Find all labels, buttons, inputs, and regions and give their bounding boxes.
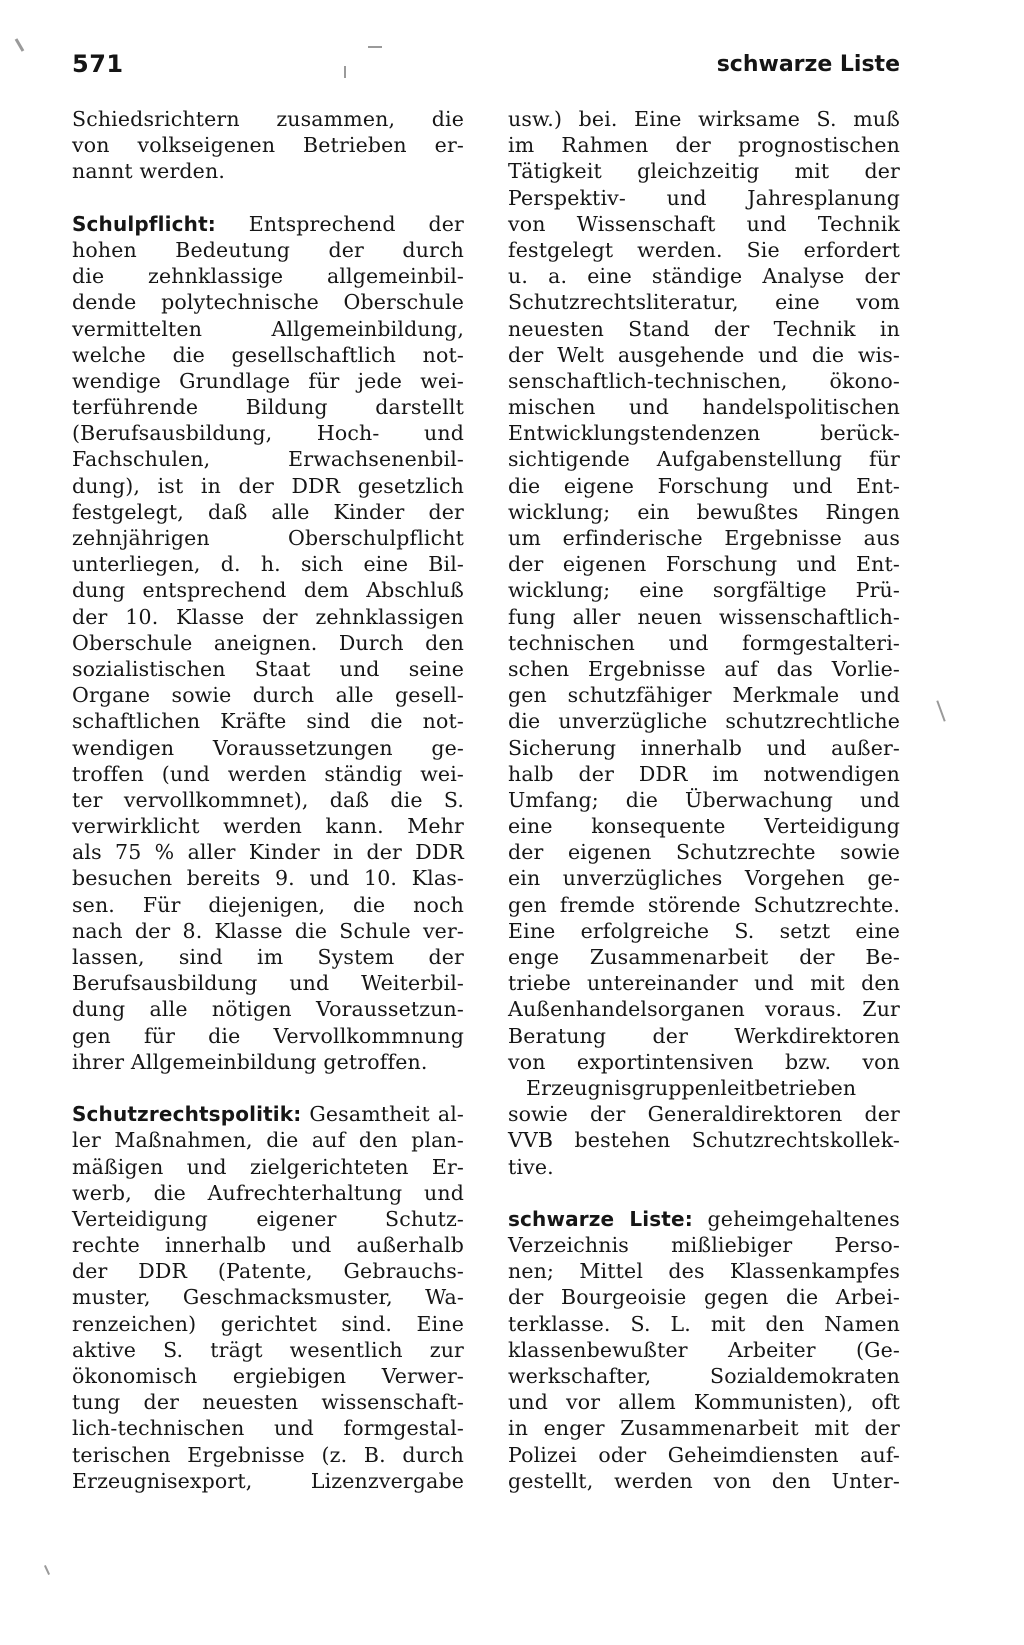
text-line: mäßigen und zielgerichteten Er- — [72, 1154, 464, 1179]
text-line: sichtigende Aufgabenstellung für — [508, 447, 900, 472]
text-line: troffen (und werden ständig wei- — [72, 761, 464, 786]
left-column — [72, 106, 464, 1494]
running-head: schwarze Liste — [716, 52, 900, 77]
text-line: Beratung der Werkdirektoren — [508, 1023, 900, 1048]
text-line: wendigen Voraussetzungen ge- — [72, 735, 464, 760]
text-line: ihrer Allgemeinbildung getroffen. — [72, 1049, 428, 1074]
entry-term-schutzrechtspolitik: Schutzrechtspolitik: — [72, 1102, 302, 1127]
text-line: mischen und handelspolitischen — [508, 395, 900, 420]
text-line: um erfinderische Ergebnisse aus — [508, 526, 900, 550]
text-line: unterliegen, d. h. sich eine Bil- — [72, 552, 464, 577]
text-line: neuesten Stand der Technik in — [508, 316, 900, 341]
text-line: hohen Bedeutung der durch — [72, 237, 464, 262]
text-line: sowie der Generaldirektoren der — [508, 1102, 900, 1127]
text-line: dende polytechnische Oberschule — [72, 290, 464, 315]
text-line: renzeichen) gerichtet sind. Eine — [72, 1311, 464, 1336]
text-line: schaftlichen Kräfte sind die not- — [72, 709, 464, 734]
text-line: nannt werden. — [72, 159, 225, 184]
text-line: Verzeichnis mißliebiger Perso- — [508, 1233, 900, 1258]
text-line: dung alle nötigen Voraussetzun- — [72, 997, 464, 1022]
text-line: Perspektiv- und Jahresplanung — [508, 185, 900, 210]
text-line: zehnjährigen Oberschulpflicht — [72, 526, 464, 550]
text-line: als 75 % aller Kinder in der DDR — [72, 840, 464, 865]
text-line: schen Ergebnisse auf das Vorlie- — [508, 656, 900, 681]
text-line: Schutzrechtsliteratur, eine vom — [508, 290, 900, 315]
text-line: ein unverzügliches Vorgehen ge- — [508, 866, 900, 891]
text-line: Organe sowie durch alle gesell- — [72, 683, 464, 708]
text-line: tive. — [508, 1154, 554, 1179]
text-line: terführende Bildung darstellt — [72, 395, 464, 420]
entry-term-schulpflicht: Schulpflicht: — [72, 211, 216, 236]
text-line: die eigene Forschung und Ent- — [508, 473, 900, 498]
text-line: enge Zusammenarbeit der Be- — [508, 945, 900, 969]
text-line: der 10. Klasse der zehnklassigen — [72, 604, 464, 629]
text-line: terischen Ergebnisse (z. B. durch — [72, 1442, 464, 1467]
entry-heading-line — [72, 1101, 464, 1127]
text-line: terklasse. S. L. mit den Namen — [508, 1311, 900, 1336]
scan-speck — [936, 700, 945, 721]
text-line: Berufsausbildung und Weiterbil- — [72, 971, 464, 996]
text-line: Entwicklungstendenzen berück- — [508, 421, 900, 446]
text-line: Erzeugnisexport, Lizenzvergabe — [72, 1468, 464, 1493]
text-line: tung der neuesten wissenschaft- — [72, 1390, 464, 1415]
text-line: eine konsequente Verteidigung — [508, 814, 900, 839]
right-column — [508, 106, 900, 1494]
text-line: werb, die Aufrechterhaltung und — [72, 1180, 464, 1205]
text-line: gen schutzfähiger Merkmale und — [508, 683, 900, 708]
scan-speck — [368, 46, 382, 48]
text-line: usw.) bei. Eine wirksame S. muß — [508, 107, 900, 131]
text-line: der Welt ausgehende und die wis- — [508, 342, 900, 367]
text-line: der Bourgeoisie gegen die Arbei- — [508, 1285, 900, 1310]
text-fragment: geheimgehaltenes — [692, 1206, 900, 1231]
text-line: rechte innerhalb und außerhalb — [72, 1233, 464, 1258]
text-line: lich-technischen und formgestal- — [72, 1416, 464, 1441]
scan-speck — [344, 66, 346, 78]
text-line: der eigenen Schutzrechte sowie — [508, 840, 900, 865]
text-fragment: Entsprechend der — [215, 211, 464, 236]
text-line: halb der DDR im notwendigen — [508, 761, 900, 786]
text-line: u. a. eine ständige Analyse der — [508, 264, 900, 289]
text-line: dung), ist in der DDR gesetzlich — [72, 473, 464, 498]
text-line: aktive S. trägt wesentlich zur — [72, 1337, 464, 1362]
text-line: (Berufsausbildung, Hoch- und — [72, 421, 464, 446]
text-line: von Wissenschaft und Technik — [508, 211, 900, 236]
text-line: ler Maßnahmen, die auf den plan- — [72, 1128, 464, 1153]
text-line: vermittelten Allgemeinbildung, — [72, 316, 464, 341]
text-line: die unverzügliche schutzrechtliche — [508, 709, 900, 734]
text-line: Erzeugnisgruppenleitbetrieben — [526, 1075, 857, 1100]
scan-speck — [44, 1565, 50, 1575]
text-line: und vor allem Kommunisten), oft — [508, 1390, 900, 1415]
text-line: ökonomisch ergiebigen Verwer- — [72, 1364, 464, 1388]
scan-speck — [15, 38, 25, 52]
entry-heading-line — [72, 211, 464, 237]
text-fragment: Gesamtheit al- — [301, 1102, 464, 1127]
text-line: die zehnklassige allgemeinbil- — [72, 264, 464, 289]
text-line: werkschafter, Sozialdemokraten — [508, 1364, 900, 1388]
text-line: Verteidigung eigener Schutz- — [72, 1206, 464, 1231]
text-line: im Rahmen der prognostischen — [508, 133, 900, 158]
text-line: welche die gesellschaftlich not- — [72, 342, 464, 367]
text-line: von volkseigenen Betrieben er- — [72, 133, 464, 158]
text-line: wendige Grundlage für jede wei- — [72, 368, 464, 393]
text-line: klassenbewußter Arbeiter (Ge- — [508, 1337, 900, 1362]
text-line: der eigenen Forschung und Ent- — [508, 552, 900, 577]
entry-term-schwarze-liste: schwarze Liste: — [508, 1206, 693, 1231]
text-line: VVB bestehen Schutzrechtskollek- — [508, 1128, 900, 1153]
text-line: triebe untereinander und mit den — [508, 971, 900, 996]
text-line: Eine erfolgreiche S. setzt eine — [508, 918, 900, 943]
text-line: gen für die Vervollkommnung — [72, 1023, 464, 1048]
text-line: sen. Für diejenigen, die noch — [72, 892, 464, 917]
text-line: technischen und formgestalteri- — [508, 630, 900, 655]
text-line: Oberschule aneignen. Durch den — [72, 630, 464, 655]
text-line: der DDR (Patente, Gebrauchs- — [72, 1259, 464, 1284]
text-line: in enger Zusammenarbeit mit der — [508, 1416, 900, 1441]
text-line: lassen, sind im System der — [72, 945, 464, 969]
text-line: festgelegt, daß alle Kinder der — [72, 499, 464, 524]
text-line: gestellt, werden von den Unter- — [508, 1468, 900, 1493]
text-line: von exportintensiven bzw. von — [508, 1049, 900, 1074]
text-line: sozialistischen Staat und seine — [72, 656, 464, 681]
text-line: Polizei oder Geheimdiensten auf- — [508, 1442, 900, 1467]
text-line: muster, Geschmacksmuster, Wa- — [72, 1285, 464, 1310]
page-number: 571 — [72, 50, 124, 78]
text-line: Außenhandelsorganen voraus. Zur — [508, 997, 900, 1022]
text-line: dung entsprechend dem Abschluß — [72, 578, 464, 603]
text-line: nen; Mittel des Klassenkampfes — [508, 1259, 900, 1284]
text-line: Schiedsrichtern zusammen, die — [72, 107, 464, 131]
text-line: Umfang; die Überwachung und — [508, 787, 900, 812]
text-line: wicklung; eine sorgfältige Prü- — [508, 578, 900, 603]
text-line: fung aller neuen wissenschaftlich- — [508, 604, 900, 629]
text-line: Fachschulen, Erwachsenenbil- — [72, 447, 464, 472]
text-line: besuchen bereits 9. und 10. Klas- — [72, 866, 464, 891]
entry-heading-line — [508, 1206, 900, 1232]
text-line: ter vervollkommnet), daß die S. — [72, 787, 464, 812]
text-line: Sicherung innerhalb und außer- — [508, 735, 900, 760]
text-line: gen fremde störende Schutzrechte. — [508, 892, 900, 917]
text-line: senschaftlich-technischen, ökono- — [508, 368, 900, 393]
text-line: wicklung; ein bewußtes Ringen — [508, 499, 900, 524]
text-line: nach der 8. Klasse die Schule ver- — [72, 918, 464, 943]
text-line: Tätigkeit gleichzeitig mit der — [508, 159, 900, 184]
text-line: verwirklicht werden kann. Mehr — [72, 814, 464, 839]
text-line: festgelegt werden. Sie erfordert — [508, 237, 900, 262]
